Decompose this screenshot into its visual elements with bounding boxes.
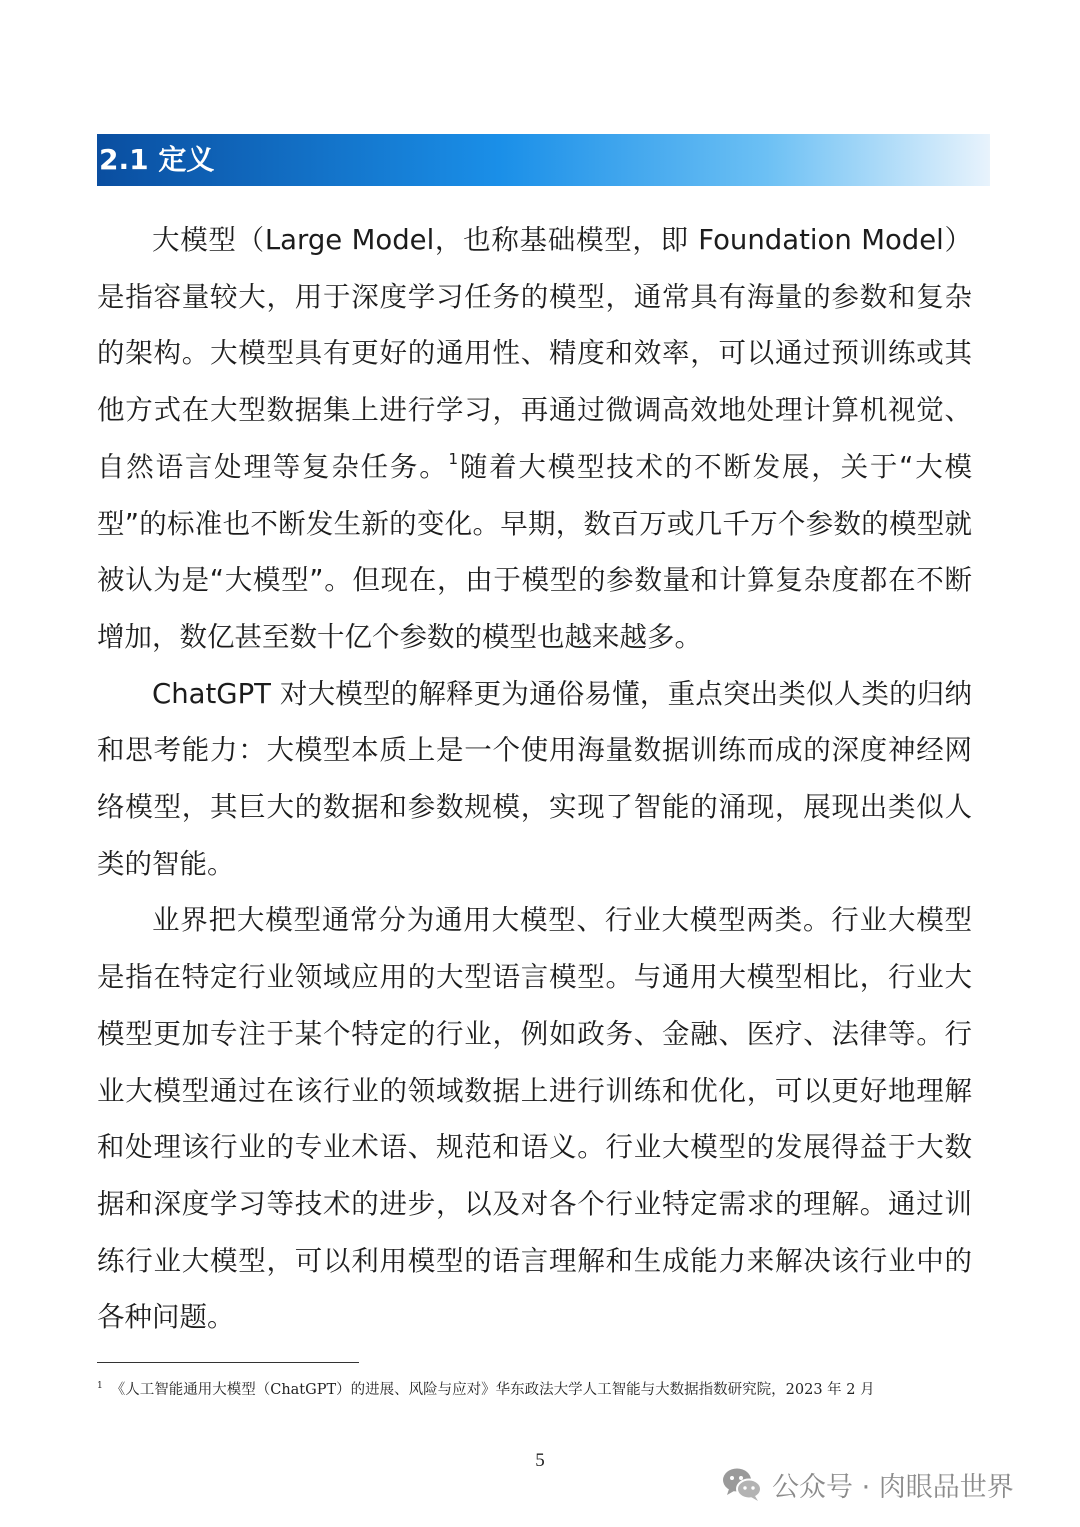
footnote [97,1375,997,1401]
footnote-reference[interactable]: 1 [448,449,459,468]
footnote-divider [97,1362,359,1363]
wechat-icon [720,1464,764,1504]
section-header-bar [97,134,990,186]
paragraph-1-text-a: 大模型（Large Model，也称基础模型，即 Foundation Model）是指容量较大，用于深度学习任务的模型，通常具有海量的参数和复杂的架构。大模型具有更好的通用性、精度和效率，可以通过预训练或其他方式在大型数据集上进行学习，再通过微调高效地处理计算机视觉、自然语言处理等复杂任务。 [97,224,972,483]
section-title: 2.1 定义 [99,143,215,176]
paragraph-1-text-b: 随着大模型技术的不断发展，关于“大模型”的标准也不断发生新的变化。早期，数百万或几千万个参数的模型就被认为是“大模型”。但现在，由于模型的参数量和计算复杂度都在不断增加，数亿甚至数十亿个参数的模型也越来越多。 [97,450,972,653]
footnote-mark: 1 [97,1381,103,1391]
paragraph-3: 业界把大模型通常分为通用大模型、行业大模型两类。行业大模型是指在特定行业领域应用的大型语言模型。与通用大模型相比，行业大模型更加专注于某个特定的行业，例如政务、金融、医疗、法律等。行业大模型通过在该行业的领域数据上进行训练和优化，可以更好地理解和处理该行业的专业术语、规范和语义。行业大模型的发展得益于大数据和深度学习等技术的进步，以及对各个行业特定需求的理解。通过训练行业大模型，可以利用模型的语言理解和生成能力来解决该行业中的各种问题。 [97,904,972,1334]
paragraph-1 [97,212,972,666]
page-number: 5 [535,1450,545,1471]
watermark [720,1462,1014,1506]
watermark-text: 公众号 · 肉眼品世界 [772,1471,1014,1503]
body-text [97,212,972,1346]
footnote-text: 《人工智能通用大模型（ChatGPT）的进展、风险与应对》华东政法大学人工智能与大数据指数研究院，2023 年 2 月 [110,1382,875,1398]
paragraph-2: ChatGPT 对大模型的解释更为通俗易懂，重点突出类似人类的归纳和思考能力：大模型本质上是一个使用海量数据训练而成的深度神经网络模型，其巨大的数据和参数规模，实现了智能的涌现，展现出类似人类的智能。 [97,677,972,880]
